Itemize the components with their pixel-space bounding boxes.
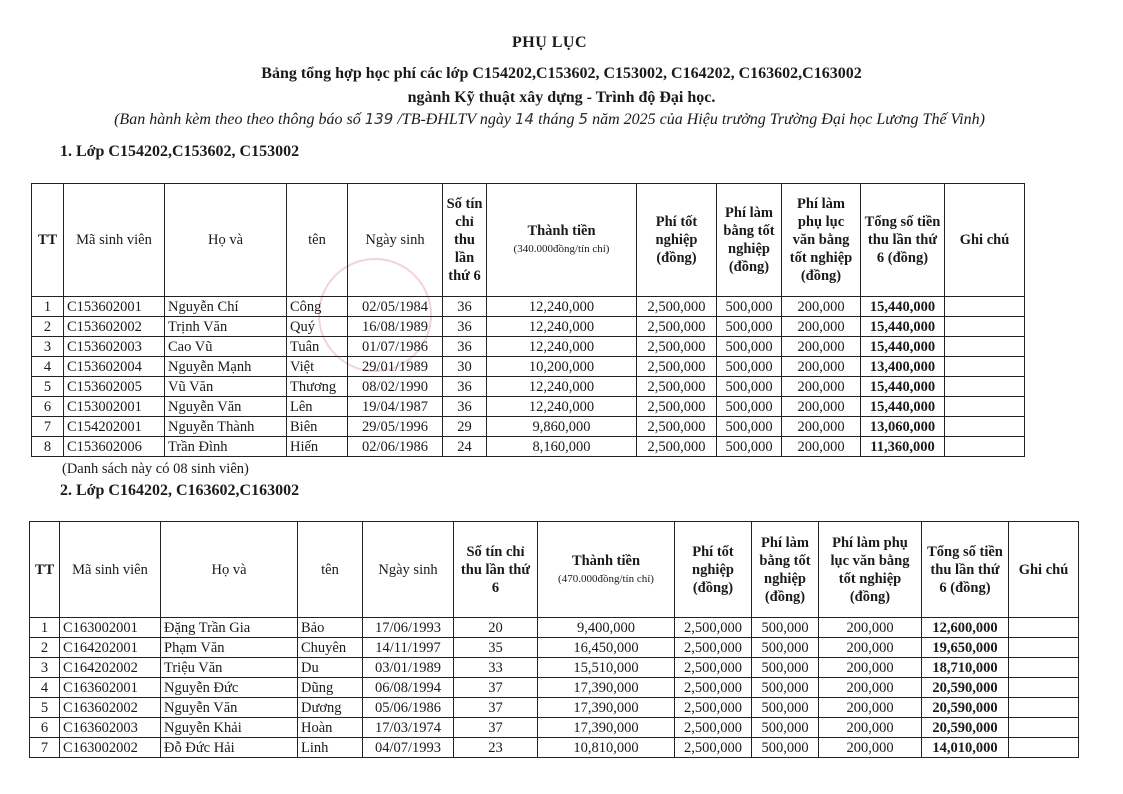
col-header-surname: Họ và <box>165 184 287 297</box>
cell-student-id: C164202001 <box>60 638 161 658</box>
cell-surname: Nguyễn Văn <box>161 698 298 718</box>
cell-given-name: Bảo <box>298 618 363 638</box>
cell-total: 19,650,000 <box>922 638 1009 658</box>
cell-diploma-fee: 500,000 <box>717 397 782 417</box>
decree-reference <box>0 110 1111 129</box>
cell-given-name: Biên <box>287 417 348 437</box>
decree-month-handwritten: 5 <box>578 110 589 128</box>
cell-amount: 8,160,000 <box>487 437 637 457</box>
cell-tt: 3 <box>30 658 60 678</box>
cell-total: 15,440,000 <box>861 337 945 357</box>
cell-student-id: C153602005 <box>64 377 165 397</box>
cell-notes <box>1009 658 1079 678</box>
col-header-graduation-fee: Phí tốt nghiệp (đồng) <box>637 184 717 297</box>
cell-tt: 1 <box>32 297 64 317</box>
cell-graduation-fee: 2,500,000 <box>675 618 752 638</box>
cell-amount: 16,450,000 <box>538 638 675 658</box>
cell-total: 13,060,000 <box>861 417 945 437</box>
cell-notes <box>945 317 1025 337</box>
cell-birthdate: 01/07/1986 <box>348 337 443 357</box>
cell-given-name: Dương <box>298 698 363 718</box>
cell-surname: Cao Vũ <box>165 337 287 357</box>
cell-surname: Nguyễn Đức <box>161 678 298 698</box>
cell-diploma-fee: 500,000 <box>752 638 819 658</box>
cell-credits: 37 <box>454 678 538 698</box>
cell-birthdate: 29/01/1989 <box>348 357 443 377</box>
cell-birthdate: 08/02/1990 <box>348 377 443 397</box>
cell-tt: 7 <box>32 417 64 437</box>
cell-amount: 12,240,000 <box>487 317 637 337</box>
cell-diploma-fee: 500,000 <box>752 678 819 698</box>
cell-tt: 6 <box>30 718 60 738</box>
cell-student-id: C163602003 <box>60 718 161 738</box>
cell-notes <box>945 377 1025 397</box>
decree-text-month: tháng <box>534 111 579 128</box>
cell-birthdate: 04/07/1993 <box>363 738 454 758</box>
cell-appendix-fee: 200,000 <box>782 337 861 357</box>
cell-graduation-fee: 2,500,000 <box>675 718 752 738</box>
cell-amount: 17,390,000 <box>538 718 675 738</box>
col-header-notes: Ghi chú <box>945 184 1025 297</box>
cell-amount: 9,860,000 <box>487 417 637 437</box>
cell-notes <box>1009 738 1079 758</box>
section-1-rows <box>32 297 1025 457</box>
cell-credits: 37 <box>454 698 538 718</box>
cell-appendix-fee: 200,000 <box>819 658 922 678</box>
cell-given-name: Việt <box>287 357 348 377</box>
cell-graduation-fee: 2,500,000 <box>675 698 752 718</box>
cell-surname: Nguyễn Mạnh <box>165 357 287 377</box>
cell-notes <box>945 397 1025 417</box>
cell-birthdate: 29/05/1996 <box>348 417 443 437</box>
cell-student-id: C153602004 <box>64 357 165 377</box>
section-1-heading: 1. Lớp C154202,C153602, C153002 <box>60 143 300 160</box>
cell-credits: 37 <box>454 718 538 738</box>
cell-appendix-fee: 200,000 <box>819 718 922 738</box>
cell-birthdate: 05/06/1986 <box>363 698 454 718</box>
col-header-appendix-fee: Phí làm phụ lục văn bằng tốt nghiệp (đồng) <box>782 184 861 297</box>
cell-student-id: C163602001 <box>60 678 161 698</box>
cell-tt: 8 <box>32 437 64 457</box>
cell-total: 15,440,000 <box>861 397 945 417</box>
col-header-birthdate: Ngày sinh <box>348 184 443 297</box>
cell-given-name: Du <box>298 658 363 678</box>
cell-credits: 36 <box>443 397 487 417</box>
cell-total: 11,360,000 <box>861 437 945 457</box>
cell-amount: 12,240,000 <box>487 377 637 397</box>
cell-total: 15,440,000 <box>861 377 945 397</box>
cell-birthdate: 17/06/1993 <box>363 618 454 638</box>
decree-number-handwritten: 139 <box>364 110 394 128</box>
cell-notes <box>1009 618 1079 638</box>
cell-notes <box>945 357 1025 377</box>
cell-diploma-fee: 500,000 <box>717 357 782 377</box>
cell-appendix-fee: 200,000 <box>819 638 922 658</box>
cell-birthdate: 17/03/1974 <box>363 718 454 738</box>
table-row <box>32 337 1025 357</box>
cell-credits: 33 <box>454 658 538 678</box>
cell-birthdate: 06/08/1994 <box>363 678 454 698</box>
cell-appendix-fee: 200,000 <box>782 317 861 337</box>
decree-text-before: (Ban hành kèm theo theo thông báo số <box>114 111 365 128</box>
cell-appendix-fee: 200,000 <box>782 377 861 397</box>
cell-total: 18,710,000 <box>922 658 1009 678</box>
col-header-total: Tổng số tiền thu lần thứ 6 (đồng) <box>922 522 1009 618</box>
table-row <box>30 718 1079 738</box>
cell-credits: 30 <box>443 357 487 377</box>
cell-total: 12,600,000 <box>922 618 1009 638</box>
col-header-credits: Số tín chỉ thu lần thứ 6 <box>443 184 487 297</box>
cell-surname: Trịnh Văn <box>165 317 287 337</box>
cell-diploma-fee: 500,000 <box>717 297 782 317</box>
cell-credits: 23 <box>454 738 538 758</box>
fee-table-section-2 <box>29 521 1079 758</box>
cell-amount: 17,390,000 <box>538 698 675 718</box>
table-row <box>30 738 1079 758</box>
cell-tt: 5 <box>32 377 64 397</box>
cell-tt: 7 <box>30 738 60 758</box>
cell-given-name: Hoàn <box>298 718 363 738</box>
cell-credits: 24 <box>443 437 487 457</box>
cell-surname: Nguyễn Chí <box>165 297 287 317</box>
cell-appendix-fee: 200,000 <box>782 437 861 457</box>
col-header-diploma-fee: Phí làm bằng tốt nghiệp (đồng) <box>752 522 819 618</box>
cell-given-name: Tuân <box>287 337 348 357</box>
cell-graduation-fee: 2,500,000 <box>637 437 717 457</box>
cell-tt: 3 <box>32 337 64 357</box>
cell-graduation-fee: 2,500,000 <box>675 678 752 698</box>
cell-given-name: Công <box>287 297 348 317</box>
cell-given-name: Quý <box>287 317 348 337</box>
cell-total: 20,590,000 <box>922 698 1009 718</box>
section-1-count-note: (Danh sách này có 08 sinh viên) <box>62 461 249 477</box>
cell-student-id: C153002001 <box>64 397 165 417</box>
cell-diploma-fee: 500,000 <box>752 618 819 638</box>
cell-credits: 36 <box>443 337 487 357</box>
cell-birthdate: 14/11/1997 <box>363 638 454 658</box>
section-2-heading: 2. Lớp C164202, C163602,C163002 <box>60 482 300 499</box>
table-row <box>32 417 1025 437</box>
cell-amount: 17,390,000 <box>538 678 675 698</box>
cell-notes <box>1009 698 1079 718</box>
cell-appendix-fee: 200,000 <box>819 678 922 698</box>
table-row <box>30 698 1079 718</box>
cell-birthdate: 02/05/1984 <box>348 297 443 317</box>
cell-tt: 4 <box>32 357 64 377</box>
document-subtitle-major: ngành Kỹ thuật xây dựng - Trình độ Đại học. <box>407 89 716 106</box>
amount-header-label: Thành tiền <box>527 223 596 239</box>
cell-student-id: C163002002 <box>60 738 161 758</box>
col-header-student-id: Mã sinh viên <box>60 522 161 618</box>
col-header-total: Tổng số tiền thu lần thứ 6 (đồng) <box>861 184 945 297</box>
cell-tt: 6 <box>32 397 64 417</box>
cell-student-id: C154202001 <box>64 417 165 437</box>
cell-birthdate: 02/06/1986 <box>348 437 443 457</box>
cell-surname: Triệu Văn <box>161 658 298 678</box>
cell-credits: 36 <box>443 317 487 337</box>
cell-tt: 2 <box>32 317 64 337</box>
cell-notes <box>945 297 1025 317</box>
cell-tt: 4 <box>30 678 60 698</box>
cell-student-id: C153602002 <box>64 317 165 337</box>
cell-appendix-fee: 200,000 <box>819 698 922 718</box>
cell-given-name: Thương <box>287 377 348 397</box>
cell-appendix-fee: 200,000 <box>782 417 861 437</box>
col-header-tt: TT <box>30 522 60 618</box>
document-subtitle: Bảng tổng hợp học phí các lớp C154202,C153602, C153002, C164202, C163602,C163002 <box>261 65 862 82</box>
fee-table-section-1 <box>31 183 1025 457</box>
table-row <box>32 397 1025 417</box>
table-row <box>32 437 1025 457</box>
cell-diploma-fee: 500,000 <box>717 317 782 337</box>
cell-student-id: C163002001 <box>60 618 161 638</box>
cell-notes <box>1009 638 1079 658</box>
col-header-student-id: Mã sinh viên <box>64 184 165 297</box>
cell-given-name: Hiến <box>287 437 348 457</box>
table-row <box>32 357 1025 377</box>
table-row <box>32 317 1025 337</box>
cell-surname: Nguyễn Văn <box>165 397 287 417</box>
cell-surname: Đỗ Đức Hải <box>161 738 298 758</box>
decree-text-mid: /TB-ĐHLTV ngày <box>393 111 515 128</box>
section-2-rows <box>30 618 1079 758</box>
table-row <box>30 618 1079 638</box>
cell-amount: 15,510,000 <box>538 658 675 678</box>
cell-appendix-fee: 200,000 <box>782 297 861 317</box>
cell-total: 13,400,000 <box>861 357 945 377</box>
cell-appendix-fee: 200,000 <box>782 397 861 417</box>
table-row <box>32 297 1025 317</box>
cell-surname: Nguyễn Thành <box>165 417 287 437</box>
cell-total: 20,590,000 <box>922 678 1009 698</box>
cell-amount: 12,240,000 <box>487 297 637 317</box>
amount-header-label: Thành tiền <box>571 552 641 569</box>
cell-student-id: C153602003 <box>64 337 165 357</box>
col-header-credits: Số tín chỉ thu lần thứ 6 <box>454 522 538 618</box>
cell-tt: 1 <box>30 618 60 638</box>
table-row <box>30 638 1079 658</box>
cell-student-id: C153602006 <box>64 437 165 457</box>
cell-credits: 29 <box>443 417 487 437</box>
cell-student-id: C163602002 <box>60 698 161 718</box>
cell-credits: 36 <box>443 377 487 397</box>
cell-credits: 36 <box>443 297 487 317</box>
col-header-graduation-fee: Phí tốt nghiệp (đồng) <box>675 522 752 618</box>
cell-diploma-fee: 500,000 <box>717 417 782 437</box>
col-header-appendix-fee: Phí làm phụ lục văn bằng tốt nghiệp (đồng) <box>819 522 922 618</box>
cell-amount: 12,240,000 <box>487 337 637 357</box>
cell-student-id: C164202002 <box>60 658 161 678</box>
cell-given-name: Dũng <box>298 678 363 698</box>
cell-notes <box>1009 678 1079 698</box>
cell-appendix-fee: 200,000 <box>819 618 922 638</box>
cell-student-id: C153602001 <box>64 297 165 317</box>
table-row <box>30 658 1079 678</box>
col-header-given-name: tên <box>298 522 363 618</box>
cell-surname: Nguyễn Khải <box>161 718 298 738</box>
cell-diploma-fee: 500,000 <box>752 658 819 678</box>
col-header-diploma-fee: Phí làm bằng tốt nghiệp (đồng) <box>717 184 782 297</box>
col-header-birthdate: Ngày sinh <box>363 522 454 618</box>
cell-surname: Vũ Văn <box>165 377 287 397</box>
cell-tt: 2 <box>30 638 60 658</box>
col-header-amount <box>538 522 675 618</box>
cell-amount: 10,200,000 <box>487 357 637 377</box>
amount-header-rate: (340.000đồng/tín chỉ) <box>513 243 610 255</box>
cell-surname: Phạm Văn <box>161 638 298 658</box>
cell-amount: 9,400,000 <box>538 618 675 638</box>
decree-text-after: năm 2025 của Hiệu trưởng Trường Đại học Lương Thế Vinh) <box>588 111 985 128</box>
cell-surname: Đặng Trần Gia <box>161 618 298 638</box>
cell-appendix-fee: 200,000 <box>819 738 922 758</box>
cell-diploma-fee: 500,000 <box>752 738 819 758</box>
cell-diploma-fee: 500,000 <box>717 337 782 357</box>
cell-graduation-fee: 2,500,000 <box>637 297 717 317</box>
cell-graduation-fee: 2,500,000 <box>637 397 717 417</box>
cell-given-name: Chuyên <box>298 638 363 658</box>
cell-total: 15,440,000 <box>861 317 945 337</box>
cell-amount: 10,810,000 <box>538 738 675 758</box>
cell-tt: 5 <box>30 698 60 718</box>
cell-total: 20,590,000 <box>922 718 1009 738</box>
cell-notes <box>945 437 1025 457</box>
cell-notes <box>1009 718 1079 738</box>
cell-graduation-fee: 2,500,000 <box>637 417 717 437</box>
cell-graduation-fee: 2,500,000 <box>637 377 717 397</box>
cell-diploma-fee: 500,000 <box>717 377 782 397</box>
cell-given-name: Lên <box>287 397 348 417</box>
cell-credits: 20 <box>454 618 538 638</box>
amount-header-rate: (470.000đồng/tín chỉ) <box>558 572 654 585</box>
cell-graduation-fee: 2,500,000 <box>675 638 752 658</box>
cell-graduation-fee: 2,500,000 <box>675 738 752 758</box>
cell-birthdate: 19/04/1987 <box>348 397 443 417</box>
cell-amount: 12,240,000 <box>487 397 637 417</box>
cell-birthdate: 16/08/1989 <box>348 317 443 337</box>
cell-graduation-fee: 2,500,000 <box>637 357 717 377</box>
cell-graduation-fee: 2,500,000 <box>675 658 752 678</box>
col-header-given-name: tên <box>287 184 348 297</box>
cell-total: 15,440,000 <box>861 297 945 317</box>
cell-credits: 35 <box>454 638 538 658</box>
cell-given-name: Linh <box>298 738 363 758</box>
col-header-notes: Ghi chú <box>1009 522 1079 618</box>
cell-notes <box>945 417 1025 437</box>
cell-diploma-fee: 500,000 <box>752 698 819 718</box>
cell-appendix-fee: 200,000 <box>782 357 861 377</box>
cell-diploma-fee: 500,000 <box>752 718 819 738</box>
cell-diploma-fee: 500,000 <box>717 437 782 457</box>
cell-notes <box>945 337 1025 357</box>
col-header-surname: Họ và <box>161 522 298 618</box>
cell-graduation-fee: 2,500,000 <box>637 317 717 337</box>
table-row <box>30 678 1079 698</box>
cell-surname: Trần Đình <box>165 437 287 457</box>
cell-graduation-fee: 2,500,000 <box>637 337 717 357</box>
decree-day-handwritten: 14 <box>514 110 535 128</box>
cell-total: 14,010,000 <box>922 738 1009 758</box>
cell-birthdate: 03/01/1989 <box>363 658 454 678</box>
table-row <box>32 377 1025 397</box>
col-header-tt: TT <box>32 184 64 297</box>
page-title: PHỤ LỤC <box>511 34 588 51</box>
col-header-amount <box>487 184 637 297</box>
